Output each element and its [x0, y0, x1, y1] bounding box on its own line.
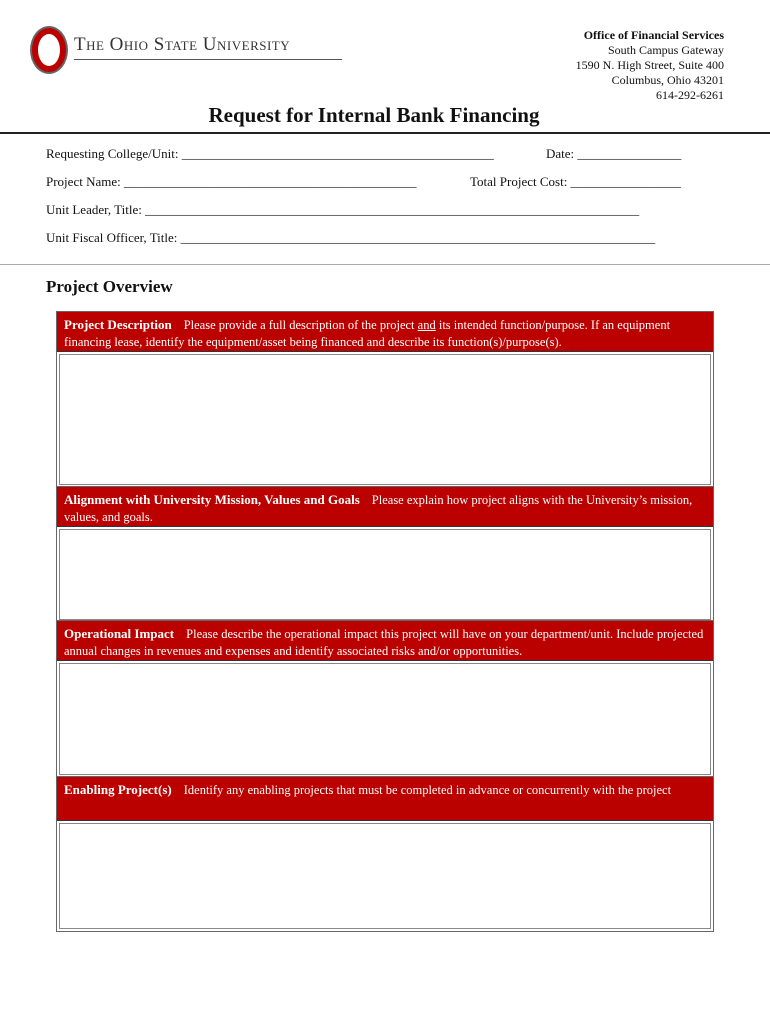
instruction-text: its intended function/purpose. If an equipment financing lease, identify the equipment/asset being financed and describe its function(s)/purpose(s).: [64, 318, 671, 349]
title-divider: [0, 132, 770, 134]
fiscal-officer-field[interactable]: Unit Fiscal Officer, Title: _________________________________________________________________________: [46, 230, 656, 245]
alignment-input[interactable]: [59, 529, 711, 620]
page-title: Request for Internal Bank Financing: [208, 103, 540, 127]
section-title: Alignment with University Mission, Values and Goals: [64, 492, 360, 507]
office-name: Office of Financial Services: [583, 28, 724, 42]
project-description-input[interactable]: [59, 354, 711, 485]
instruction-emphasis: and: [417, 318, 436, 332]
project-description-header: [57, 312, 713, 352]
section-instructions: Identify any enabling projects that must be completed in advance or concurrently with the project: [183, 783, 672, 797]
instruction-text: Please provide a full description of the project: [183, 318, 418, 332]
osu-logo: [32, 28, 322, 72]
alignment-header: [57, 487, 713, 527]
project-name-field[interactable]: Project Name: _____________________________________________: [46, 174, 417, 189]
project-overview-heading: Project Overview: [46, 277, 173, 296]
logo-rule: [74, 59, 342, 60]
operational-impact-input[interactable]: [59, 663, 711, 775]
alignment-section: [56, 486, 714, 623]
section-instructions: Please explain how project aligns with the University’s mission, values, and goals.: [64, 493, 693, 524]
logo-text: The Ohio State University: [74, 34, 291, 55]
date-field[interactable]: Date: ________________: [546, 146, 682, 161]
requesting-unit-field[interactable]: Requesting College/Unit: ________________________________________________: [46, 146, 494, 161]
block-o-icon: [32, 28, 66, 72]
project-description-section: [56, 311, 714, 488]
section-title: Project Description: [64, 317, 172, 332]
office-line: South Campus Gateway: [608, 43, 724, 57]
office-address: [576, 28, 724, 103]
office-line: 1590 N. High Street, Suite 400: [575, 58, 724, 72]
section-divider: [0, 264, 770, 265]
office-line: Columbus, Ohio 43201: [611, 73, 724, 87]
enabling-projects-header: [57, 777, 713, 821]
unit-leader-field[interactable]: Unit Leader, Title: ____________________________________________________________________________: [46, 202, 640, 217]
section-title: Operational Impact: [64, 626, 175, 641]
enabling-projects-section: [56, 776, 714, 932]
total-cost-field[interactable]: Total Project Cost: _________________: [470, 174, 682, 189]
operational-impact-section: [56, 620, 714, 778]
office-line: 614-292-6261: [656, 88, 724, 102]
enabling-projects-input[interactable]: [59, 823, 711, 929]
section-instructions: Please describe the operational impact this project will have on your department/unit. Include projected annual changes in revenues and expenses and identify associated risks and/or opportunities.: [64, 627, 704, 658]
operational-impact-header: [57, 621, 713, 661]
section-title: Enabling Project(s): [64, 782, 172, 797]
